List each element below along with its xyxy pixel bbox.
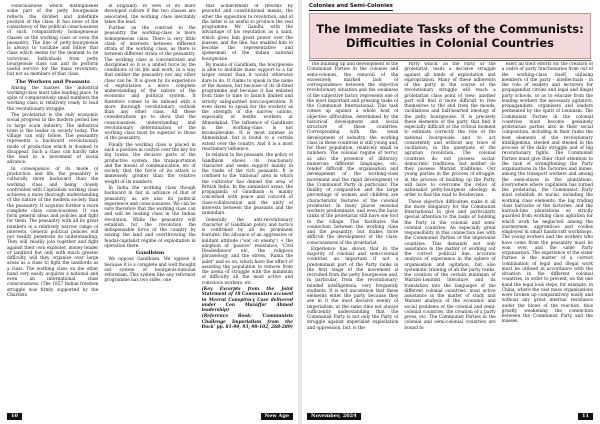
paragraph: In relation to the peasants, the policy of Gandhism shows its reactionary character and seeks support mainly in the ranks of the rich peasants. It is confined to the 'national' area in which the cultivator has denied the area of British India. In the zamindari areas, the propaganda of Gandhism is mainly concerned with peace and concord of class-collaboration and the unity of interests between the peasants and the zamindars. <box>201 153 293 217</box>
section-label: Colonies and Semi-Colonies <box>309 3 393 9</box>
paragraph: Party which, as the Party of the proletariat, leads a decisive struggle against all kinds of exploitation and expropriation. Many of these adherents of the party in the course of the revolutionary struggle will reach a proletarian class point of view; another part will find it more difficult to free themselves to the end from the moods, vacillations and half-hearted ideology of the petty bourgeoisie. It is precisely these elements of the party that find it especially difficult at the critical moment to estimate correctly the role of the national bourgeoisie and to act consistently and without any trace of vacillation, in the questions of the agrarian revolution. The colonial countries do not possess social-democratic traditions, but neither do they possess Marxist traditions. Our young parties in the process of struggle, in the process of building up the Party, will have to overcome the relics of nationalist petty-bourgeois ideology in order to find the road to Bolshevism. <box>404 62 496 199</box>
paragraph: in England). In view of its more developed culture if the two classes are associated, the working class inevitably takes the lead. <box>104 4 196 25</box>
article-title-box <box>309 13 591 59</box>
left-footer <box>7 411 293 421</box>
issue-date: November, 2024 <box>307 413 361 420</box>
page-gutter <box>298 0 302 424</box>
article-title-line-2: Difficulties in Colonial Countries <box>346 36 554 50</box>
paragraph: that achievement of reforms by peaceful and constitutional means, the other the opposition to revolution, and of the latter is as useful to produce the real programme. Mr. Gandhi, with the advantage of his reputation as a saint, which gives him great power over the masses, and the like, has enabled him to become the representative and spokesman of the Indian national bourgeoisie. <box>201 4 293 62</box>
subheading-gandhism: Gandhism <box>135 250 165 257</box>
subheading-workers-peasants: The Workers and Peasants <box>15 78 90 85</box>
left-page <box>3 0 297 424</box>
left-column-3 <box>202 4 293 408</box>
paragraph: We oppose Gandhism. We oppose it because it is a complete and well thought out system of bourgeois-national reformism. This system like any reformist programme has two sides, one <box>104 257 196 284</box>
paragraph: Experience has shown that in the majority of colonial and semi-colonial countries an important if not a predominant part of the Party ranks in the first stage of the movement is recruited from the petty bourgeoisie and, in particular, from the revolutionary-minded intelligentsia, very frequently students. It is not uncommon that these elements enter the party because they see in it the most decisive enemy of imperialism, at the same time not always sufficiently understanding that the Communist Party is not only the Party of struggle against imperialist exploitation and oppression, but, is the <box>307 246 399 331</box>
right-footer <box>307 411 593 421</box>
left-columns <box>7 4 293 408</box>
page-number: 11 <box>578 413 593 420</box>
right-page <box>303 0 597 424</box>
paragraph: These objective difficulties make it all the more obligatory for the Communist International to give and particularly special attention to the tasks of building the Party in the colonial and semi-colonial countries. An especially great responsibility in this connection lies with the Communist Parties of the imperialist countries. This demands not only assistance in the matter of working out the correct political line, accurate analysis of experience in the sphere of organisation and agitation, but also systematic training of all the party ranks, the creation of the certain minimum of Marxist-Leninist literature and its translation into the languages of the different colonial countries, most active assistance in the matter of study and Marxist analysis of the economic and social problems of the colonial and semi-colonial countries, the creation of a party press, etc. The Communist Parties in the colonial and semi-colonial countries are bound to <box>404 199 496 331</box>
publication-name: New Age <box>261 413 293 420</box>
paragraph: The proletariat is the only economic social progress in the modern period lies in large scale industry. The industrial town is the leader in society today. The village can only follow. The peasantry represents a backward revolutionary mode of production which is doomed to disappear. Such a class can hardly take the lead in a movement of social advance. <box>7 113 99 166</box>
paragraph: Generally the anti-revolutionary character of Gandhian policy and tactics is confirmed by all its prominent features: the advance of an aggressive or militant attitude ('war on enemy') + the adoption of 'passive' resistance, 'Civil Disobedience' etc, the religious phraseology and the stress, 'Rama the jailer' and so on, which have the effect of assisting the population to remove from the arena of struggle with the minimum of difficulty all the most active and conscious workers, etc. <box>201 217 293 286</box>
title-divider <box>309 60 591 61</box>
paragraph: consciousness which distinguishes some part of the petty bourgeoisie reflects the divided and indefinite position of the class. It has none of the consistency of the political consciousness of such comparatively homogeneous classes as the working class or even the peasantry. The line of petty-bourgeoisie is always to vacillate and follow that class which seems for the moment to be victorious. Individuals from petty bourgeoisie class can and do perform useful service for the mass revolution, but not as members of that class. <box>7 4 99 78</box>
reference-book-note: (Reference Book: 'Communists Challenge Imperialism from the Dock' pp. 81-90, 93, 98-102, 268-289) <box>201 314 293 330</box>
right-column-3 <box>502 62 593 408</box>
paragraph: In India the working class though backward in fair in advance of that of peasantry, as are also its political experience and consciousness. We can be sure therefore that the working class can and will be leading class in the Indian revolution. While the peasantry will establish for the revolution the indispensable force of the country by seizing the land and overthrowing the feudal-capitalist régime of exploitation in operation there. <box>104 186 196 249</box>
page-number: 10 <box>7 413 22 420</box>
paragraph: By means of Gandhism, the bourgeoisie is able to mobilize mass support to a far larger extent than it would otherwise dare to do. It claims to speak in the name of the masses, but because of its ill-fated programme and because it has enlisted from time to time to launch limited and strictly safeguarded non-cooperation. It even dares to speak for the workers as the strength of the narrow unions, especially of textile workers at Ahmedabad. The influence of Gandhism in the working-class is not inconsiderable. It is most intense in Ahmedabad, but is found to a certain extent over the country. And it is a most reactionary influence. <box>201 62 293 152</box>
article-title-line-1: The Immediate Tasks of the Communists: <box>316 22 584 36</box>
paragraph: In consequence of its mode of production and life, the peasantry is culturally more backward than the working class and being closely confronted with Capitalism working class achieves a more thorough understanding of the nature of the modern society than the peasantry. It acquires further a more complete class consciousness. It can form general ideas and policies and fight for them. The peasantry with all its great numbers is a relatively narrow range of interests. General political policies will not readily penetrate its understanding. They will readily join together and fight against their own exploiter, money lender or landlord but only with much greater difficulty will they organise over large areas as a class to fight the landlords as a class. The working class on the other hand very easily acquires a national and even an international class consciousness. (The 1857 Indian freedom struggle was firmly supported by the Chartists <box>7 166 99 298</box>
left-column-1 <box>7 4 98 408</box>
paragraph: The building up and development of the Communist Parties in the colonies and semi-colonies, the removal of the excessively marked lack of correspondence between the objective revolutionary situation and the weakness of the subjective factor, represents one of the most important and pressing tasks of the Communist International. This task comes up against a whole host of objective difficulties, determined by the historical development and social structure of these countries. Corresponding with the weak development of industry, the working class in these countries is still young and, for their population, relatively small in numbers. The colonial regime of terror, as also the presence of illiteracy, numerous different languages, etc. render difficult the organisation and development of the working-class movement and the rapid development of the Communist Party in particular. The fluidity of composition and the large percentage of women and children are characteristic features of the colonial proletariat. In many places seasonal workers predominate, and even the basic ranks of the proletariat still have one foot in the village. This facilitates the connection between the working class and the peasantry, but makes more difficult the development of the class-consciousness of the proletariat. <box>307 62 399 246</box>
right-columns <box>307 62 593 408</box>
paragraph: exert all their efforts for the creation of a cadre of party functionaries from out of the working-class itself, utilising members of the party - intellectuals - in the role of leaders and lecturers for propagandist circles and legal and illegal party schools, so as to educate from the leading workers the necessary agitators, propagandists, organisers and leaders permeated by the spirit of Leninism. The Communist Parties in the colonial countries must become genuinely proletarian parties also in their social composition, including in their ranks the best elements of the revolutionary intelligentsia, steeled and steeled in the process of the daily struggle and of big revolutionary fights. The Communist Parties must give their chief attention to the task of strengthening the Party organisations in the factories and mines, among the transport workers and among the semi-slaves in the plantations. Everywhere where capitalism has turned the proletariat, the Communist Party must establish its nuclei, including the working class elements, the big trading class barracks of the factories, and the barrack-line plantations so strictly guarded from working class agitation for which work he neglected among the journeymen, apprentices and coolies employed in small handicraft workshops. The young workers and the workers who have come from the peasantry must be won over, and the same Party organisation. The experience of the sister Parties is the matter of a correct combination of legal and illegal work must be utilised in accordance with the situation in the different colonial countries, in order to prevent, on the one hand the legal look steps, for example, in China, where the vast mass organisations were broken up comparatively easily and without any great internal resistance under the blows of the reaction, thus greatly weakening the connection between the Communist Party and the masses. <box>501 62 593 325</box>
left-column-2 <box>104 4 195 408</box>
paragraph: Finally the working class is placed in such a position in control over the key for big towns, the decisive parts of the productive system, the transportation and the means of communication, etc of society that the force of its attack is immensely greater than the relative weight of its numbers. <box>104 142 196 185</box>
source-reference: (Key Excerpts from the Joint Statement of 18 Communists accused in Meerut Conspiracy Case delivered under Con Muzaffar Ahmed leadership) <box>201 287 293 313</box>
paragraph: Among the masses the industrial working-class must take leading place. In spite of comparatively small numbers the working class is relatively ready to lead the revolutionary struggle. <box>7 85 99 112</box>
right-column-1 <box>307 62 398 408</box>
paragraph: Further on the contrast to the peasantry the working-class is more homogeneous class. There is very little clash of interests between different strata of the working class, as there is between different strata of the peasantry. The working class is concentrated and disciplined so it is a united force by the conditions of its life and work, in a way that neither the peasantry nor any other class can be. It is given by its experience of exploitation a more complete understanding of the nature of the economic and political system. It therefore comes to be imbued with a more thorough revolutionary outlook than any other class. All these considerations go to show that the consciousness, understanding and revolutionary determination of the working class must be superior to those of the peasantry. <box>104 26 196 142</box>
right-column-2 <box>404 62 495 408</box>
